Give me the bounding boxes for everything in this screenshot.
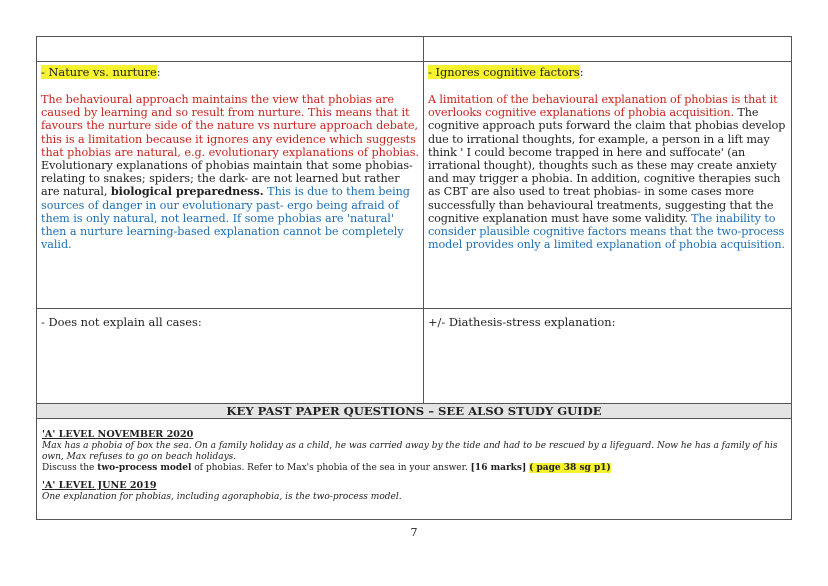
q2-text: One explanation for phobias, including agoraphobia, is the two-process model. <box>42 492 402 502</box>
q1-page-ref: ( page 38 sg p1) <box>529 463 611 473</box>
highlighted-heading: - Ignores cognitive factors <box>428 65 580 79</box>
evaluation-table <box>36 36 792 520</box>
top-right-cell <box>424 37 792 62</box>
bold-term: biological preparedness. <box>110 184 264 199</box>
red-text: The behavioural approach maintains the view that phobias are caused by learning and so result from nurture. This means that it favours the nurture side of the nature vs nurture approach debate, this is a limitation because it ignores any evidence which suggests that phobias are natural, e.g. evolutionary explanations of phobias. <box>41 93 419 159</box>
q1-bold-term: two-process model <box>97 463 192 473</box>
body-text: The cognitive approach puts forward the claim that phobias develop due to irrational thoughts, for example, a person in a lift may think ' I could become trapped in here and suffocate' (an irrational thought), thoughts such as these may create anxiety and may trigger a phobia. In addition, cognitive therapies such as CBT are also used to treat phobias- in some cases more successfully than behavioural treatments, suggesting that the cognitive explanation must have some validity. <box>428 106 786 225</box>
blue-text: This is due to them being sources of danger in our evolutionary past- ergo being afraid of them is only natural, not learned. If some phobias are 'natural' then a nurture learning-based explanation cannot be completely valid. <box>41 185 410 252</box>
q1-scenario: Max has a phobia of box the sea. On a family holiday as a child, he was carried away by the tide and had to be rescued by a lifeguard. Now he has a family of his own, Max refuses to go on beach holidays. <box>42 441 778 462</box>
top-left-cell <box>37 37 424 62</box>
cognitive-factors-paragraph <box>428 93 787 251</box>
document-page <box>36 36 792 520</box>
cognitive-factors-heading: - Ignores cognitive factors: <box>428 65 584 79</box>
q1-marks: [16 marks] <box>470 463 527 473</box>
past-questions-cell <box>37 419 792 520</box>
diathesis-stress-heading: +/- Diathesis-stress explanation: <box>428 315 616 329</box>
explain-cases-cell <box>37 309 424 404</box>
nature-nurture-paragraph <box>41 93 419 251</box>
explain-cases-heading: - Does not explain all cases: <box>41 315 202 329</box>
blue-text: The inability to consider plausible cognitive factors means that the two-process model provides only a limited explanation of phobia acquisition. <box>428 211 785 252</box>
q1-heading: 'A' LEVEL NOVEMBER 2020 <box>42 429 194 440</box>
page-number: 7 <box>410 526 418 539</box>
nature-nurture-heading: - Nature vs. nurture: <box>41 65 161 79</box>
red-text: A limitation of the behavioural explanation of phobias is that it overlooks cognitive explanations of phobia acquisition. <box>428 93 778 120</box>
nature-nurture-cell <box>37 62 424 309</box>
key-past-questions-header: KEY PAST PAPER QUESTIONS – SEE ALSO STUDY GUIDE <box>37 404 792 419</box>
q1-question: Discuss the two-process model of phobias. Refer to Max's phobia of the sea in your answer. [16 marks] ( page 38 sg p1) <box>42 463 611 473</box>
highlighted-heading: - Nature vs. nurture <box>41 65 157 79</box>
body-text: Evolutionary explanations of phobias maintain that some phobias- relating to snakes; spiders; the dark- are not learned but rather are natural, <box>41 159 413 199</box>
cognitive-factors-cell <box>424 62 792 309</box>
q2-heading: 'A' LEVEL JUNE 2019 <box>42 480 157 491</box>
diathesis-stress-cell <box>424 309 792 404</box>
